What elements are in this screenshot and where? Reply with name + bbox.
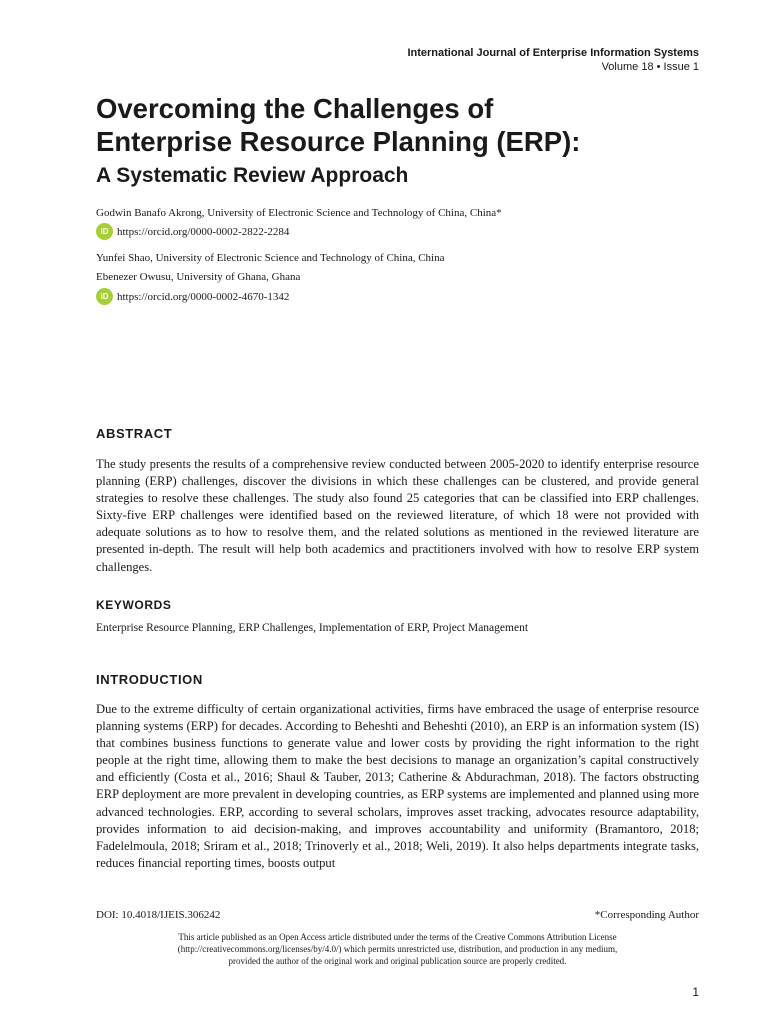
orcid-icon: iD bbox=[96, 288, 113, 305]
title-line-2: Enterprise Resource Planning (ERP): bbox=[96, 126, 581, 157]
author-1: Godwin Banafo Akrong, University of Electronic Science and Technology of China, China* bbox=[96, 207, 502, 219]
orcid-icon: iD bbox=[96, 223, 113, 240]
introduction-heading: INTRODUCTION bbox=[96, 672, 203, 687]
corresponding-author-note: *Corresponding Author bbox=[594, 909, 699, 921]
title-line-1: Overcoming the Challenges of bbox=[96, 93, 494, 124]
orcid-url-1[interactable]: https://orcid.org/0000-0002-2822-2284 bbox=[117, 225, 290, 238]
journal-name: International Journal of Enterprise Information Systems bbox=[407, 47, 699, 59]
page-number: 1 bbox=[692, 985, 699, 999]
keywords-text: Enterprise Resource Planning, ERP Challenges, Implementation of ERP, Project Management bbox=[96, 622, 529, 634]
abstract-heading: ABSTRACT bbox=[96, 426, 173, 441]
license-line-1: This article published as an Open Access article distributed under the terms of the Creative Commons Attribution License bbox=[178, 932, 617, 942]
orcid-link-1[interactable] bbox=[96, 223, 289, 240]
doi: DOI: 10.4018/IJEIS.306242 bbox=[96, 909, 221, 921]
paper-subtitle: A Systematic Review Approach bbox=[96, 164, 409, 187]
author-3: Ebenezer Owusu, University of Ghana, Ghana bbox=[96, 271, 301, 283]
paper-title bbox=[96, 92, 696, 158]
orcid-link-2[interactable] bbox=[96, 288, 289, 305]
abstract-text: The study presents the results of a comprehensive review conducted between 2005-2020 to identify enterprise resource planning (ERP) challenges, discover the divisions in which these challenges can be clustered, and provide general strategies to resolve these challenges. The study also found 25 categories that can be classified into ERP challenges. Sixty-five ERP challenges were identified based on the reviewed literature, of which 18 were not provided with adequate solutions as to how to resolve them, and the related solutions as mentioned in the reviewed literature are presented in-depth. The result will help both academics and practitioners involved with how to resolve ERP system challenges. bbox=[96, 457, 699, 574]
keywords-heading: KEYWORDS bbox=[96, 598, 172, 612]
journal-header bbox=[407, 46, 699, 74]
introduction-text: Due to the extreme difficulty of certain organizational activities, firms have embraced the usage of enterprise resource planning systems (ERP) for decades. According to Beheshti and Beheshti (2010), an ERP is an information system (IS) that combines business functions to generate value and lower costs by providing the right information to the right people at the right time, allowing them to make the best decisions to manage an organization’s capital constructively and efficiently (Costa et al., 2016; Shaul & Tauber, 2013; Catherine & Abdurachman, 2018). The factors obstructing ERP deployment are more prevalent in developing countries, as ERP systems are implemented and planned using more advanced technologies. ERP, according to several scholars, improves asset tracking, advocates resource adaptability, provides information to aid decision-making, and improves accountability and uniformity (Bramantoro, 2018; Fadelelmoula, 2018; Sriram et al., 2018; Trinoverly et al., 2018; Weli, 2019). It also helps departments integrate tasks, reduces financial reporting times, boosts output bbox=[96, 702, 699, 870]
license-notice bbox=[96, 931, 699, 967]
volume-issue: Volume 18 • Issue 1 bbox=[601, 61, 699, 73]
orcid-url-2[interactable]: https://orcid.org/0000-0002-4670-1342 bbox=[117, 290, 290, 303]
license-line-2: (http://creativecommons.org/licenses/by/4.0/) which permits unrestricted use, distribution, and production in any medium, bbox=[177, 944, 618, 954]
license-line-3: provided the author of the original work and original publication source are properly credited. bbox=[228, 956, 567, 966]
author-2: Yunfei Shao, University of Electronic Science and Technology of China, China bbox=[96, 252, 445, 264]
